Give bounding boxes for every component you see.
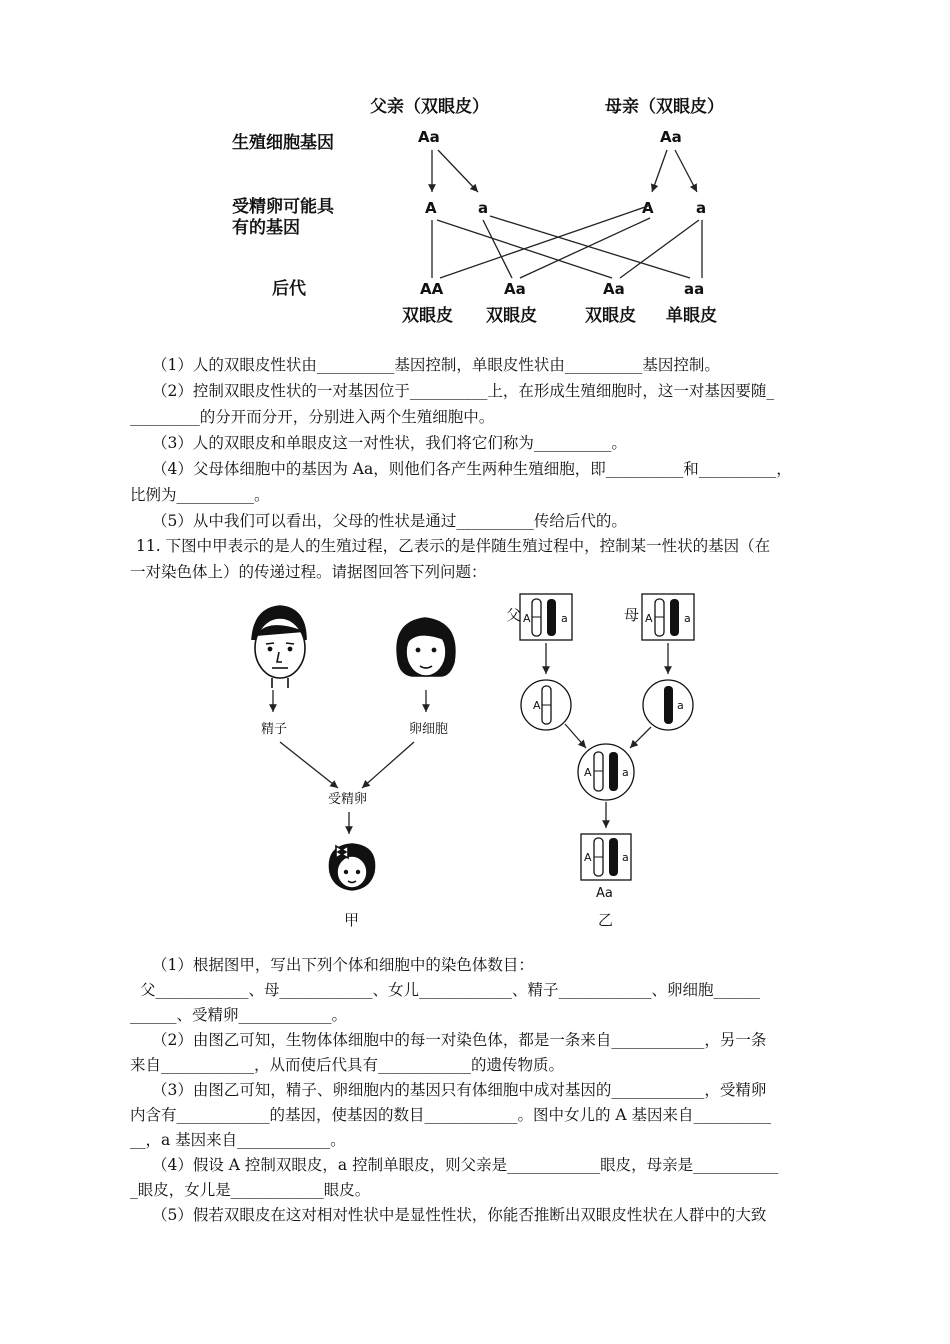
mother-genotype: Aa	[660, 128, 682, 146]
father-face-icon	[252, 606, 306, 688]
father-title: 父亲（双眼皮）	[370, 97, 489, 117]
q11-line-11: （5）假若双眼皮在这对相对性状中是显性性状，你能否推断出双眼皮性状在人群中的大致	[152, 1206, 767, 1224]
mother-face-icon	[397, 618, 455, 676]
daughter-face-icon	[329, 844, 374, 890]
q10-line-2: （2）控制双眼皮性状的一对基因位于__________上，在形成生殖细胞时，这一对基因要随_	[152, 382, 775, 400]
phenotype-2: 双眼皮	[486, 306, 537, 326]
q11-line-10: _眼皮，女儿是____________眼皮。	[130, 1181, 371, 1199]
phenotype-3: 双眼皮	[585, 306, 636, 326]
phenotype-4: 单眼皮	[666, 306, 717, 326]
q10-line-1: （1）人的双眼皮性状由__________基因控制，单眼皮性状由__________基因控制。	[152, 356, 720, 374]
q10-line-7: （5）从中我们可以看出，父母的性状是通过__________传给后代的。	[152, 512, 627, 530]
phenotype-1: 双眼皮	[402, 306, 453, 326]
gamete-mother-a: a	[696, 199, 707, 217]
gamete-father-A: A	[425, 199, 437, 217]
q11-line-4: （2）由图乙可知，生物体体细胞中的每一对染色体，都是一条来自____________，另一条	[152, 1031, 767, 1049]
offspring-Aa-1: Aa	[504, 280, 526, 298]
q10-line-4: （3）人的双眼皮和单眼皮这一对性状，我们将它们称为__________。	[152, 434, 627, 452]
gamete-mother-A: A	[642, 199, 654, 217]
q10-line-6: 比例为__________。	[130, 486, 270, 504]
sperm-label: 精子	[261, 722, 288, 737]
father-allele-a: a	[561, 612, 568, 625]
egg-label: 卵细胞	[409, 722, 449, 737]
mother-allele-A: A	[645, 612, 653, 625]
mother-allele-a: a	[684, 612, 691, 625]
sperm-allele-A: A	[533, 699, 541, 712]
row-label-offspring: 后代	[272, 279, 306, 299]
offspring-AA: AA	[420, 280, 444, 298]
row-label-zygote-1: 受精卵可能具	[232, 197, 334, 217]
zygote-label: 受精卵	[328, 792, 368, 807]
reproduction-figure	[0, 580, 950, 940]
offspring-aa: aa	[684, 280, 705, 298]
mother-label: 母	[624, 606, 640, 624]
gamete-father-a: a	[478, 199, 489, 217]
q11-line-2: 父____________、母____________、女儿____________、精子____________、卵细胞______	[140, 981, 761, 999]
offspring-Aa-2: Aa	[603, 280, 625, 298]
child-genotype: Aa	[596, 886, 613, 901]
q11-intro-1: 11. 下图中甲表示的是人的生殖过程，乙表示的是伴随生殖过程中，控制某一性状的基因（在	[136, 537, 771, 555]
q10-line-5: （4）父母体细胞中的基因为 Aa，则他们各产生两种生殖细胞，即__________和__________，	[152, 460, 792, 478]
q10-line-3: _________的分开而分开，分别进入两个生殖细胞中。	[130, 408, 495, 426]
cross-lines	[432, 150, 702, 278]
q11-line-1: （1）根据图甲，写出下列个体和细胞中的染色体数目：	[152, 956, 534, 974]
q11-line-8: __，a 基因来自____________。	[130, 1131, 346, 1149]
zygote-allele-a: a	[622, 766, 629, 779]
q11-line-5: 来自____________，从而使后代具有____________的遗传物质。	[130, 1056, 565, 1074]
mother-title: 母亲（双眼皮）	[605, 97, 724, 117]
jia-arrows	[273, 690, 426, 834]
father-allele-A: A	[523, 612, 531, 625]
eyelid-inheritance-diagram	[0, 0, 950, 340]
egg-allele-a: a	[677, 699, 684, 712]
q11-line-9: （4）假设 A 控制双眼皮，a 控制单眼皮，则父亲是____________眼皮，母亲是___________	[152, 1156, 779, 1174]
q11-line-6: （3）由图乙可知，精子、卵细胞内的基因只有体细胞中成对基因的____________，受精卵	[152, 1081, 767, 1099]
q11-intro-2: 一对染色体上）的传递过程。请据图回答下列问题：	[130, 563, 487, 581]
father-genotype: Aa	[418, 128, 440, 146]
child-allele-a: a	[622, 851, 629, 864]
jia-label: 甲	[344, 911, 360, 929]
row-label-germ-genes: 生殖细胞基因	[232, 133, 334, 153]
father-label: 父	[506, 606, 522, 624]
yi-label: 乙	[598, 911, 614, 929]
zygote-allele-A: A	[584, 766, 592, 779]
q11-line-7: 内含有____________的基因，使基因的数目____________。图中女儿的 A 基因来自__________	[130, 1106, 772, 1124]
q11-line-3: ______、受精卵____________。	[130, 1006, 348, 1024]
child-allele-A: A	[584, 851, 592, 864]
row-label-zygote-2: 有的基因	[232, 218, 300, 238]
